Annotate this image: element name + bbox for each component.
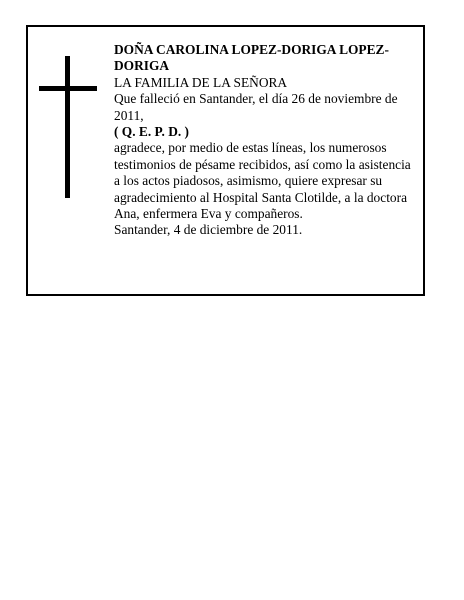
notice-text (114, 42, 419, 239)
cross-horizontal-bar (39, 86, 97, 91)
place-date: Santander, 4 de diciembre de 2011. (114, 222, 303, 238)
family-line: LA FAMILIA DE LA SEÑORA (114, 74, 288, 90)
notice-body: agradece, por medio de estas líneas, los numerosos testimonios de pésame recibidos, así como la asistencia a los actos piadosos, asimismo, quiere expresar su agradecimiento al Hospital Santa Clotilde, a la doctora Ana, enfermera Eva y compañeros. (114, 140, 411, 222)
death-line: Que falleció en Santander, el día 26 de noviembre de 2011, (114, 91, 398, 123)
rip-line: ( Q. E. P. D. ) (114, 124, 190, 140)
deceased-name: DOÑA CAROLINA LOPEZ-DORIGA LOPEZ-DORIGA (114, 42, 389, 74)
cross-icon (39, 56, 99, 198)
obituary-notice (26, 25, 425, 296)
cross-vertical-bar (65, 56, 70, 198)
